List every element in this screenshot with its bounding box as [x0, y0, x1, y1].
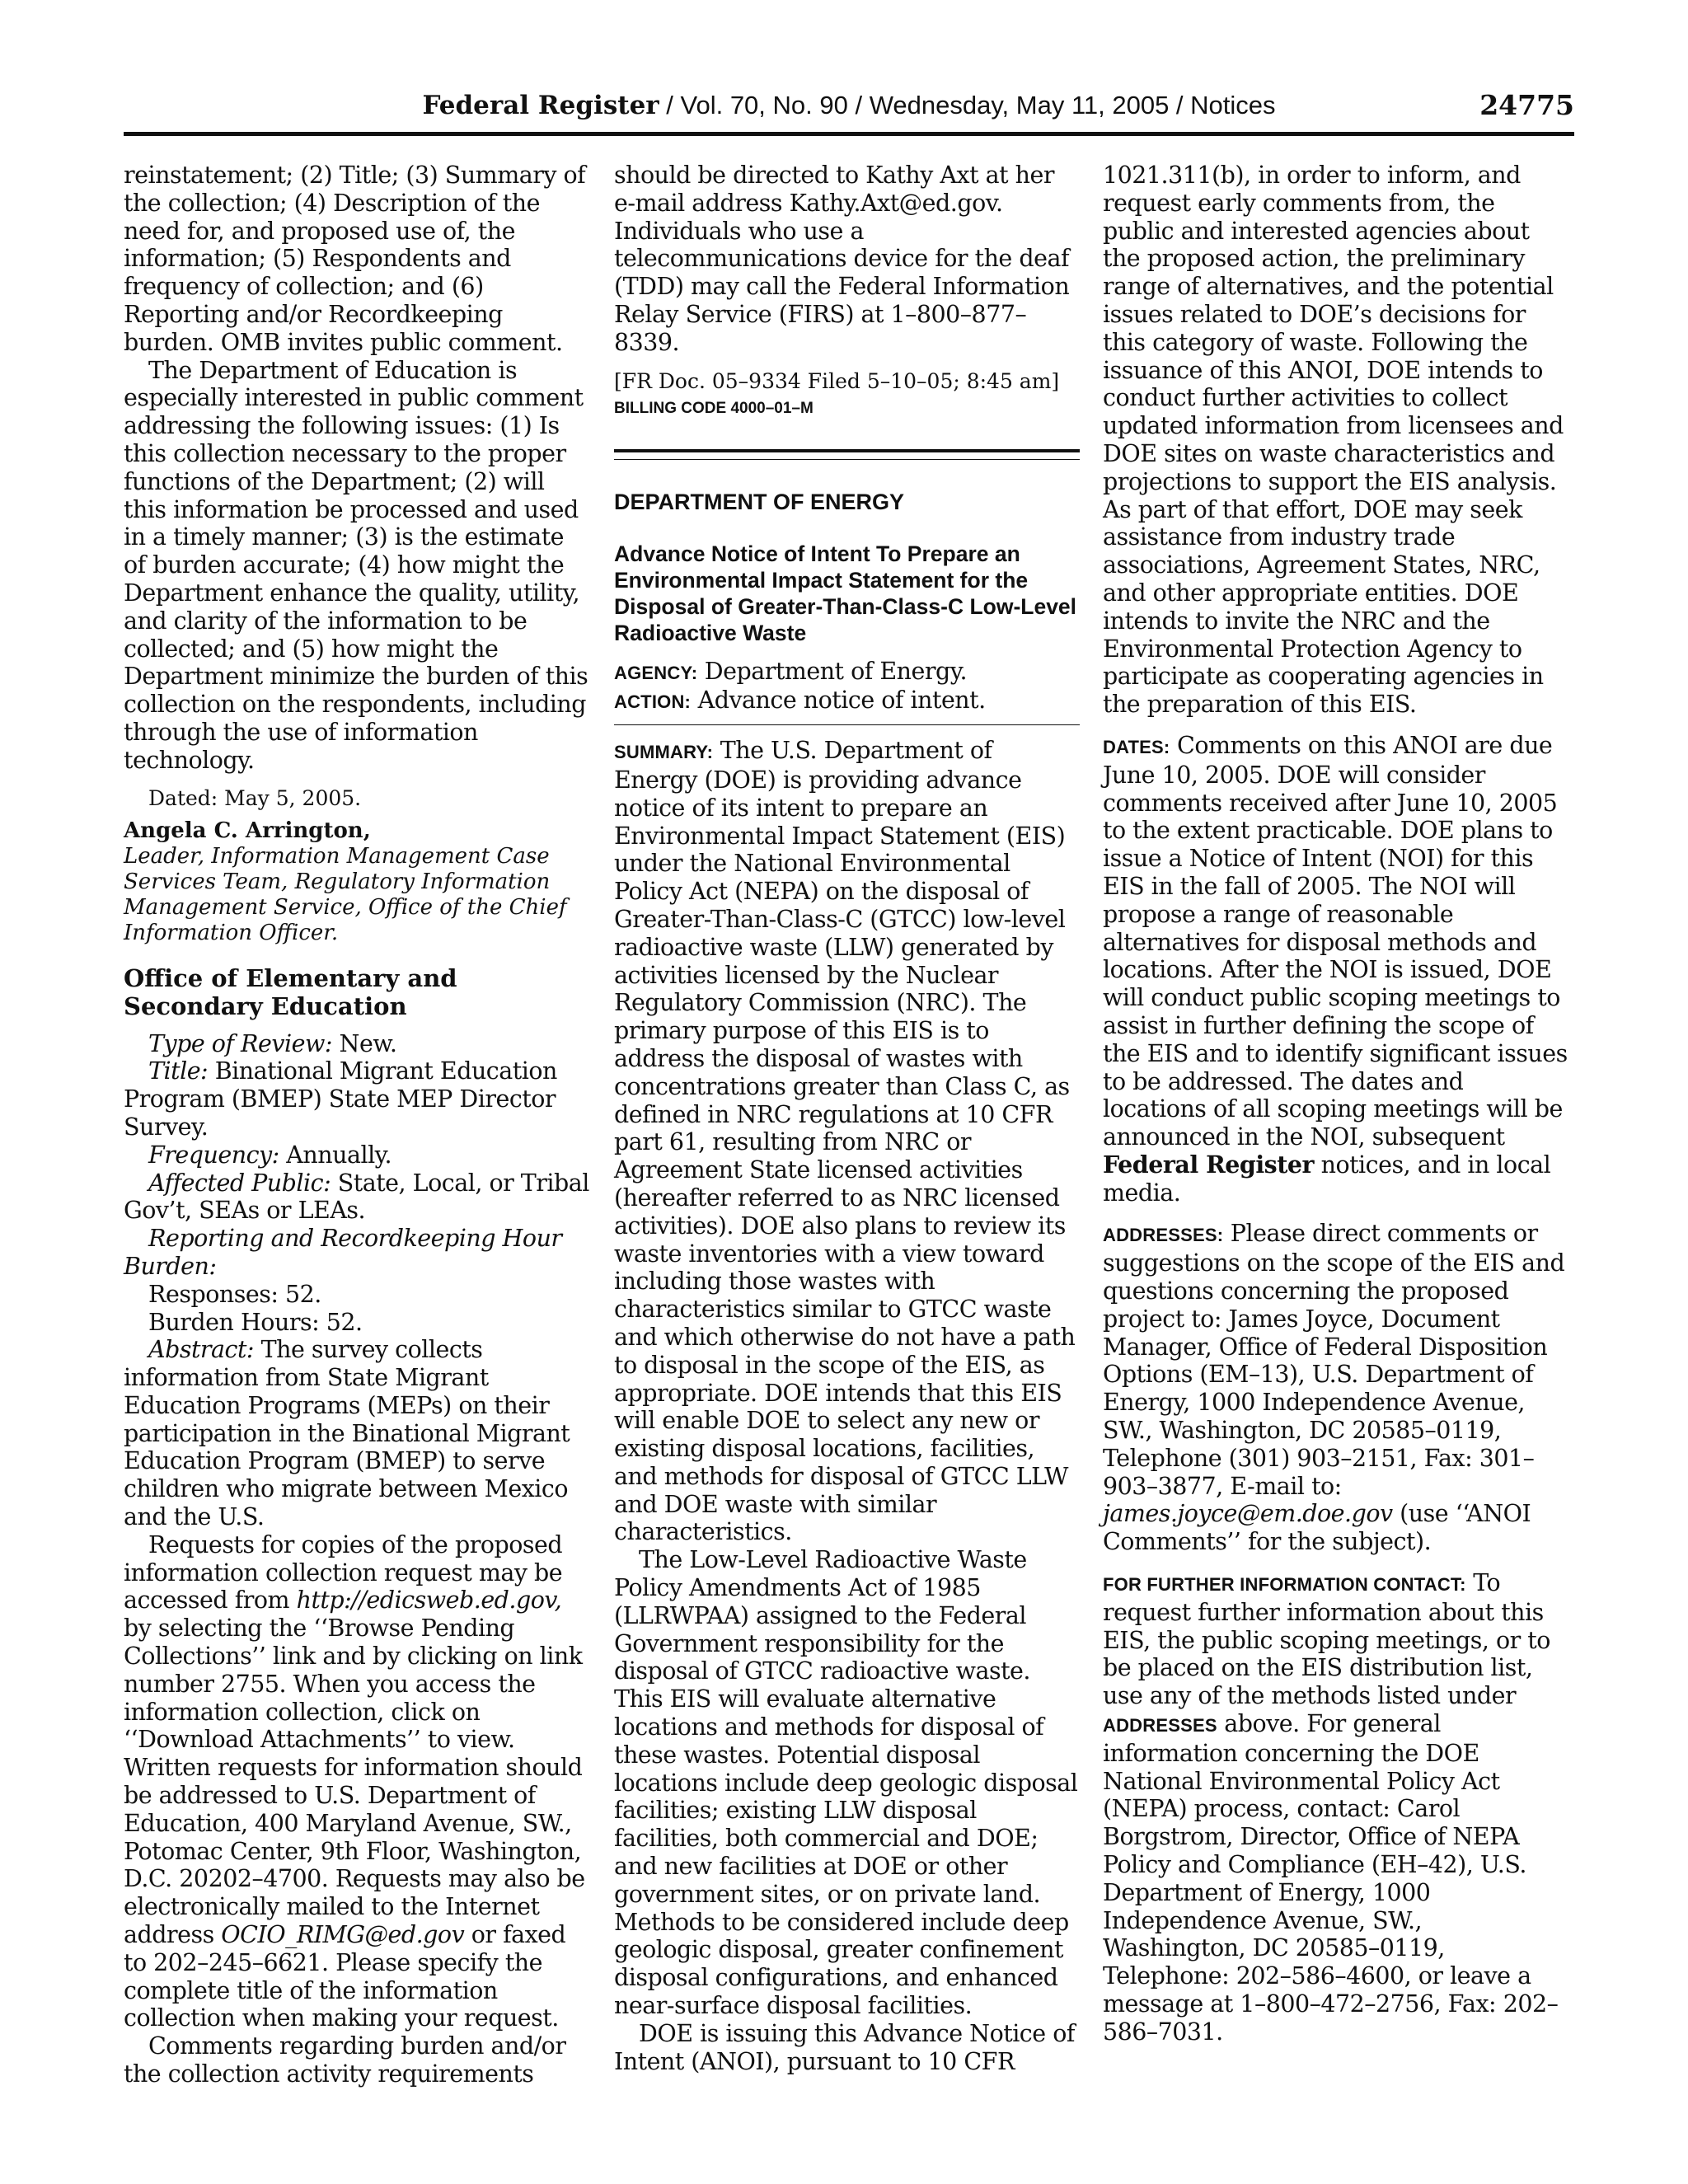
paragraph: The Department of Education is especially interested in public comment addressing the following issues: (1) Is this collection necessary to the proper functions of the Department; (2) will this information be processed and used in a timely manner; (3) is the estimate of burden accurate; (4) how might the Department enhance the quality, utility, and clarity of the information to be collected; and (5) how might the Department minimize the burden of this collection on the respondents, including through the use of information technology. [124, 356, 588, 774]
further-info-paragraph [1103, 1569, 1568, 2046]
text-run: or faxed to 202–245–6621. Please specify the complete title of the information collection when making your request. [124, 1921, 566, 2032]
issue-info: / Vol. 70, No. 90 / Wednesday, May 11, 2005 / Notices [659, 91, 1276, 120]
ocio-email-link[interactable]: OCIO_RIMG@ed.gov [221, 1921, 465, 1949]
column-2 [614, 162, 1080, 2075]
field-label: Abstract: [148, 1336, 255, 1364]
paragraph: reinstatement; (2) Title; (3) Summary of the collection; (4) Description of the need for, and proposed use of, the information; (5) Respondents and frequency of collection; and (6) Reporting and/or Recordkeeping burden. OMB invites public comment. [124, 162, 586, 356]
text-run: above. For general information concerning the DOE National Environmental Policy Act (NEPA) process, contact: Carol Borgstrom, Director, Office of NEPA Policy and Compliance (EH–42), U.S. Department of Energy, 1000 Independence Avenue, SW., Washington, DC 20585–0119, Telephone: 202–586–4600, or leave a message at 1–800–472–2756, Fax: 202–586–7031. [1103, 1710, 1559, 2046]
page-number: 24775 [1479, 89, 1574, 121]
burden-label: Reporting and Recordkeeping Hour Burden: [124, 1225, 562, 1280]
burden-hours: Burden Hours: 52. [148, 1308, 363, 1336]
field-label: AGENCY: [614, 662, 698, 683]
text-run: Comments on this ANOI are due June 10, 2005. DOE will consider comments received after June 10, 2005 to the extent practicable. DOE plans to issue a Notice of Intent (NOI) for this EIS in the fall of 2005. The NOI will propose a range of reasonable alternatives for disposal methods and locations. After the NOI is issued, DOE will conduct public scoping meetings to assist in further defining the scope of the EIS and to identify significant issues to be addressed. The dates and locations of all scoping meetings will be announced in the NOI, subsequent [1103, 731, 1568, 1151]
paragraph: DOE is issuing this Advance Notice of Intent (ANOI), pursuant to 10 CFR [614, 2019, 1075, 2075]
publication-name: Federal Register [422, 91, 659, 120]
addresses-paragraph [1103, 1220, 1568, 1556]
field-label: Frequency: [148, 1141, 279, 1169]
text-run: (use ‘‘ANOI Comments’’ for the subject). [1103, 1500, 1531, 1556]
summary-paragraph [614, 737, 1080, 1546]
fr-doc-line: [FR Doc. 05–9334 Filed 5–10–05; 8:45 am] [614, 368, 1060, 393]
field-value: Binational Migrant Education Program (BMEP) State MEP Director Survey. [124, 1057, 557, 1141]
field-label: FOR FURTHER INFORMATION CONTACT: [1103, 1574, 1466, 1596]
edicsweb-link[interactable]: http://edicsweb.ed.gov, [296, 1586, 562, 1615]
responses: Responses: 52. [148, 1280, 321, 1308]
paragraph: 1021.311(b), in order to inform, and request early comments from, the public and interested agencies about the proposed action, the preliminary range of alternatives, and the potential issues related to DOE’s decisions for this category of waste. Following the issuance of this ANOI, DOE intends to conduct further activities to collect updated information from licensees and DOE sites on waste characteristics and projections to support the EIS analysis. As part of that effort, DOE may seek assistance from industry trade associations, Agreement States, NRC, and other appropriate entities. DOE intends to invite the NRC and the Environmental Protection Agency to participate as cooperating agencies in the preparation of this EIS. [1103, 162, 1564, 719]
running-header [124, 87, 1574, 124]
header-rule [124, 132, 1574, 136]
dated-line: Dated: May 5, 2005. [148, 785, 362, 810]
text-run: notices, and in local media. [1103, 1151, 1551, 1207]
affected-public-field [124, 1169, 589, 1226]
paragraph: Comments regarding burden and/or the collection activity requirements [124, 2032, 566, 2088]
title-field [124, 1057, 589, 1141]
field-label: SUMMARY: [614, 742, 714, 763]
joyce-email-link[interactable]: james.joyce@em.doe.gov [1103, 1500, 1393, 1528]
document-title: Advance Notice of Intent To Prepare an Environmental Impact Statement for the Disposal of Greater-Than-Class-C Low-Level Radioactive Waste [614, 541, 1077, 645]
agency-line [614, 658, 1080, 687]
federal-register-ref: Federal Register [1103, 1150, 1315, 1179]
billing-code: BILLING CODE 4000–01–M [614, 399, 814, 417]
paragraph: should be directed to Kathy Axt at her e-mail address Kathy.Axt@ed.gov. Individuals who use a telecommunications device for the deaf (TDD) may call the Federal Information Relay Service (FIRS) at 1–800–877–8339. [614, 162, 1070, 356]
header-citation [124, 87, 1574, 124]
field-value: The survey collects information from State Migrant Education Programs (MEPs) on their participation in the Binational Migrant Education Program (BMEP) to serve children who migrate between Mexico and the U.S. [124, 1336, 570, 1531]
field-value: New. [331, 1029, 397, 1057]
action-line [614, 687, 1080, 716]
department-heading: DEPARTMENT OF ENERGY [614, 489, 905, 514]
field-label: DATES: [1103, 736, 1170, 757]
field-label: ADDRESSES: [1103, 1225, 1224, 1246]
field-value: Annually. [279, 1141, 392, 1169]
signer-name: Angela C. Arrington, [124, 818, 371, 843]
abstract-field [124, 1336, 589, 1531]
field-value: Department of Energy. [697, 657, 968, 685]
field-value: The U.S. Department of Energy (DOE) is providing advance notice of its intent to prepare an Environmental Impact Statement (EIS) under the National Environmental Policy Act (NEPA) on the disposal of Greater-Than-Class-C (GTCC) low-level radioactive waste (LLW) generated by activities licensed by the Nuclear Regulatory Commission (NRC). The primary purpose of this EIS is to address the disposal of wastes with concentrations greater than Class C, as defined in NRC regulations at 10 CFR part 61, resulting from NRC or Agreement State licensed activities (hereafter referred to as NRC licensed activities). DOE also plans to review its waste inventories with a view toward including those wastes with characteristics similar to GTCC waste and which otherwise do not have a path to disposal in the scope of the EIS, as appropriate. DOE intends that this EIS will enable DOE to select any new or existing disposal locations, facilities, and methods for disposal of GTCC LLW and DOE waste with similar characteristics. [614, 737, 1076, 1546]
text-run: Requests for copies of the proposed information collection request may be accessed from [124, 1530, 563, 1615]
column-1 [124, 162, 589, 2088]
addresses-ref: ADDRESSES [1103, 1715, 1217, 1736]
frequency-field [124, 1141, 589, 1169]
text-run: Please direct comments or suggestions on the scope of the EIS and questions concerning the proposed project to: James Joyce, Document Manager, Office of Federal Disposition Options (EM–13), U.S. Department of Energy, 1000 Independence Avenue, SW., Washington, DC 20585–0119, Telephone (301) 903–2151, Fax: 301–903–3877, E-mail to: [1103, 1220, 1565, 1500]
divider [614, 724, 1080, 725]
signer-title: Leader, Information Management Case Services Team, Regulatory Information Management Service, Office of the Chief Information Officer. [124, 843, 567, 945]
requests-paragraph [124, 1531, 589, 2032]
field-label: Type of Review: [148, 1029, 332, 1057]
paragraph: The Low-Level Radioactive Waste Policy Amendments Act of 1985 (LLRWPAA) assigned to the Federal Government responsibility for the disposal of GTCC radioactive waste. This EIS will evaluate alternative locations and methods for disposal of these wastes. Potential disposal locations include deep geologic disposal facilities; existing LLW disposal facilities, both commercial and DOE; and new facilities at DOE or other government sites, or on private land. Methods to be considered include deep geologic disposal, greater confinement disposal configurations, and enhanced near-surface disposal facilities. [614, 1546, 1078, 2020]
office-heading: Office of Elementary and Secondary Education [124, 963, 457, 1020]
field-label: Affected Public: [148, 1169, 331, 1197]
field-value: Advance notice of intent. [691, 687, 986, 715]
section-divider [614, 449, 1080, 460]
field-label: Title: [148, 1057, 209, 1085]
dates-paragraph [1103, 732, 1568, 1207]
field-label: ACTION: [614, 691, 692, 713]
text-run: by selecting the ‘‘Browse Pending Collections’’ link and by clicking on link number 2755. When you access the information collection, click on ‘‘Download Attachments’’ to view. Written requests for information should be addressed to U.S. Department of Education, 400 Maryland Avenue, SW., Potomac Center, 9th Floor, Washington, D.C. 20202–4700. Requests may also be electronically mailed to the Internet address [124, 1615, 585, 1949]
type-of-review [124, 1030, 589, 1058]
column-3 [1103, 162, 1568, 2046]
text-run: To request further information about this EIS, the public scoping meetings, or to be placed on the EIS distribution list, use any of the methods listed under [1103, 1569, 1550, 1710]
field-value: State, Local, or Tribal Gov’t, SEAs or LEAs. [124, 1169, 589, 1225]
